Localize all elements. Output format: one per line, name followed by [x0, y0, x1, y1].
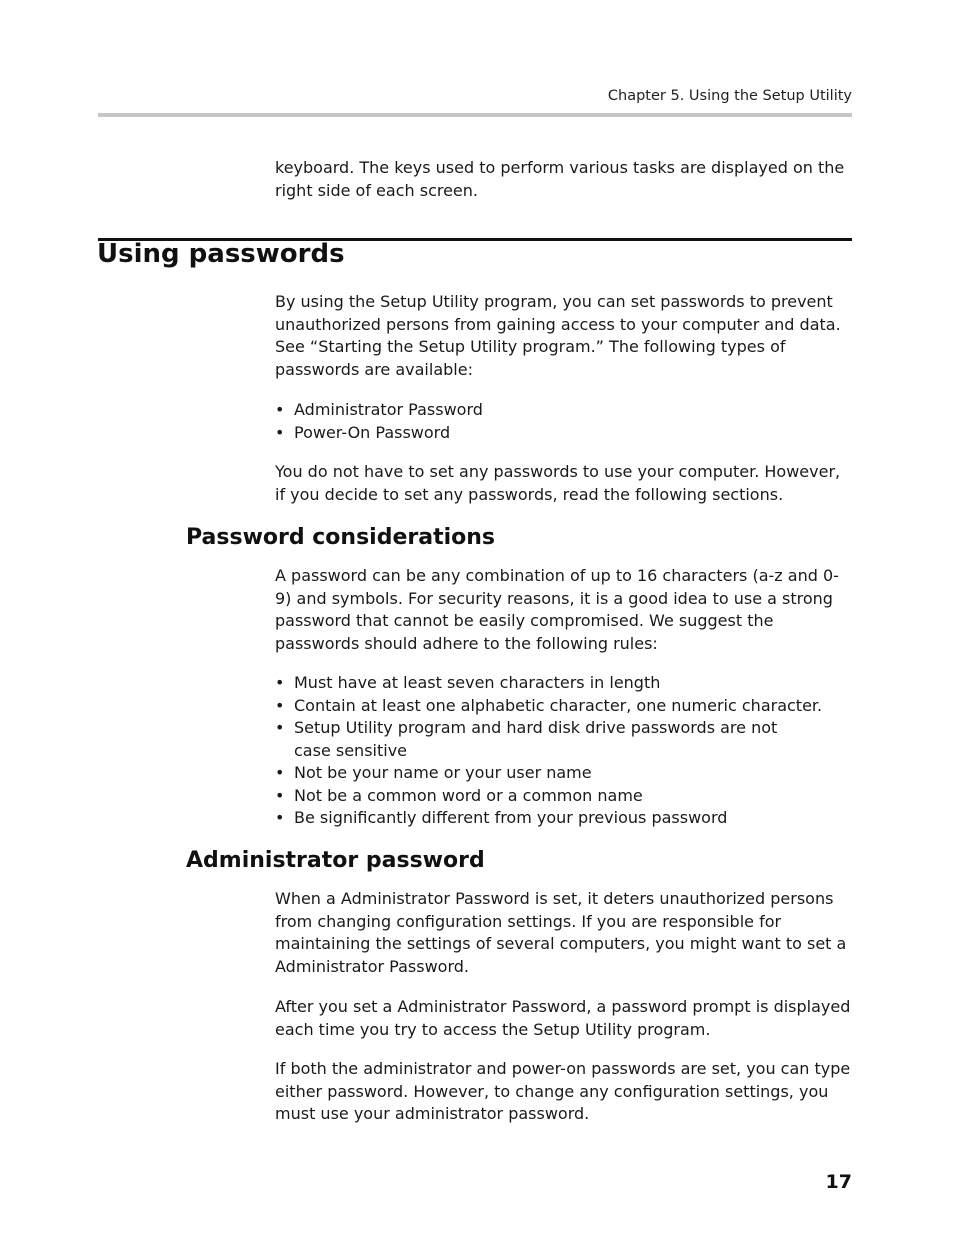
- password-rules-list: [275, 672, 855, 830]
- running-header: Chapter 5. Using the Setup Utility: [607, 88, 852, 104]
- list-item: • Contain at least one alphabetic character, one numeric character.: [275, 695, 823, 715]
- list-item: • Not be your name or your user name: [275, 763, 592, 782]
- list-item: • Setup Utility program and hard disk drive passwords are not case sensitive: [275, 718, 778, 760]
- page-number: 17: [825, 1171, 852, 1193]
- header-rule: [98, 113, 852, 117]
- section-title-using-passwords: Using passwords: [97, 239, 345, 269]
- administrator-password-paragraph-1: When a Administrator Password is set, it deters unauthorized persons from changing configuration settings. If you are responsible for maintaining the settings of several computers, you might want to set a Administrator Password.: [275, 889, 847, 976]
- list-item: • Must have at least seven characters in length: [275, 673, 661, 692]
- section-title-password-considerations: Password considerations: [186, 525, 496, 550]
- password-types-list: [275, 399, 855, 444]
- section-title-administrator-password: Administrator password: [186, 848, 485, 873]
- password-considerations-paragraph: A password can be any combination of up to 16 characters (a-z and 0-9) and symbols. For security reasons, it is a good idea to use a strong password that cannot be easily compromised. We suggest the passwords should adhere to the following rules:: [275, 566, 839, 653]
- administrator-password-paragraph-2: After you set a Administrator Password, a password prompt is displayed each time you try to access the Setup Utility program.: [275, 997, 851, 1039]
- list-item: • Administrator Password: [275, 400, 483, 419]
- list-item: • Be significantly different from your previous password: [275, 808, 728, 827]
- using-passwords-paragraph-2: You do not have to set any passwords to use your computer. However, if you decide to set any passwords, read the following sections.: [275, 462, 841, 504]
- using-passwords-paragraph-1: By using the Setup Utility program, you can set passwords to prevent unauthorized persons from gaining access to your computer and data. See “Starting the Setup Utility program.” The following types of passwords are available:: [275, 292, 841, 379]
- administrator-password-paragraph-3: If both the administrator and power-on passwords are set, you can type either password. However, to change any configuration settings, you must use your administrator password.: [275, 1059, 851, 1123]
- list-item: • Not be a common word or a common name: [275, 785, 643, 805]
- list-item: • Power-On Password: [275, 422, 451, 442]
- intro-paragraph: keyboard. The keys used to perform various tasks are displayed on the right side of each screen.: [275, 158, 845, 200]
